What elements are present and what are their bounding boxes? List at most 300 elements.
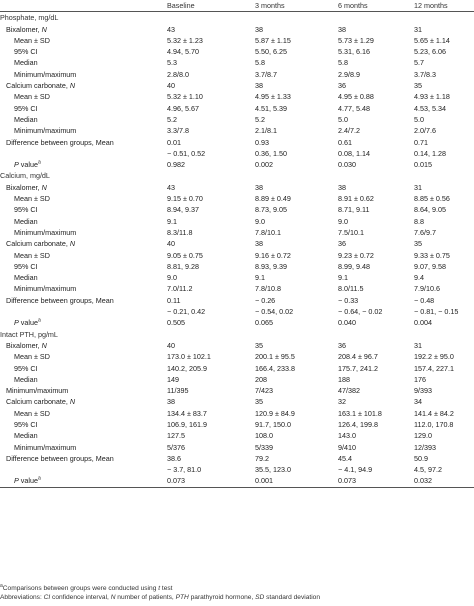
table-row — [0, 216, 474, 227]
cell-baseline: 134.4 ± 83.7 — [167, 408, 207, 418]
table-row — [0, 227, 474, 238]
row-label-text: Minimum/maximum — [14, 227, 77, 237]
row-label-text: Calcium carbonate, — [6, 81, 70, 91]
cell-12-months: 31 — [414, 24, 422, 34]
cell-12-months: 50.9 — [414, 453, 428, 463]
row-label-text: Median — [14, 273, 38, 283]
cell-3-months: 0.93 — [255, 137, 269, 147]
cell-12-months: 34 — [414, 397, 422, 407]
cell-3-months: 79.2 — [255, 453, 269, 463]
table-row — [0, 103, 474, 114]
row-label-text: Difference between groups, Mean — [6, 137, 114, 147]
cell-3-months: 38 — [255, 24, 263, 34]
row-label — [0, 227, 167, 238]
cell-baseline — [167, 12, 255, 24]
row-label-text: Mean ± SD — [14, 92, 50, 102]
table-row — [0, 317, 474, 328]
cell-3-months: 108.0 — [255, 431, 273, 441]
cell-12-months: 192.2 ± 95.0 — [414, 352, 454, 362]
table-row — [0, 283, 474, 294]
row-label-text: Calcium carbonate, — [6, 397, 70, 407]
row-label — [0, 204, 167, 215]
row-label-text: Difference between groups, Mean — [6, 453, 114, 463]
cell-12-months: 0.032 — [414, 475, 474, 487]
row-label-rest: value — [18, 160, 38, 170]
cell-12-months: 4.5, 97.2 — [414, 465, 442, 475]
cell-12-months: − 0.48 — [414, 295, 435, 305]
cell-12-months: 12/393 — [414, 442, 436, 452]
cell-baseline: 5.3 — [167, 58, 177, 68]
cell-baseline: 40 — [167, 239, 175, 249]
row-label — [0, 340, 167, 351]
cell-3-months: 35.5, 123.0 — [255, 465, 291, 475]
table-row — [0, 238, 474, 249]
section-header-row — [0, 12, 474, 24]
row-label — [0, 137, 167, 148]
footnote-a-end: test — [160, 585, 173, 592]
table-row — [0, 114, 474, 125]
row-label-text: Mean ± SD — [14, 250, 50, 260]
abbreviation-definition: standard deviation — [264, 594, 321, 602]
cell-12-months — [414, 170, 474, 181]
cell-baseline: 11/395 — [167, 386, 189, 396]
cell-baseline: 0.982 — [167, 160, 185, 170]
cell-3-months: 38 — [255, 182, 263, 192]
footnote-a — [0, 584, 474, 593]
cell-baseline: 8.3/11.8 — [167, 227, 193, 237]
cell-3-months: 5.2 — [255, 114, 265, 124]
abbreviation-term: PTH — [175, 594, 189, 602]
row-label — [0, 396, 167, 407]
cell-3-months — [255, 170, 338, 181]
table-row — [0, 46, 474, 57]
table-row — [0, 261, 474, 272]
table-row — [0, 148, 474, 159]
cell-12-months: 176 — [414, 374, 426, 384]
row-label-text: Mean ± SD — [14, 35, 50, 45]
cell-6-months: 47/382 — [338, 386, 360, 396]
cell-3-months: 0.065 — [255, 318, 273, 328]
cell-baseline: 0.11 — [167, 295, 181, 305]
header-cell-label — [0, 0, 167, 12]
cell-6-months: 188 — [338, 374, 350, 384]
cell-baseline: 38 — [167, 397, 175, 407]
cell-baseline: 106.9, 161.9 — [167, 419, 207, 429]
table-row — [0, 453, 474, 464]
cell-3-months: 166.4, 233.8 — [255, 363, 295, 373]
cell-12-months: 5.7 — [414, 58, 424, 68]
row-label — [0, 148, 167, 159]
row-label-text: Median — [14, 114, 38, 124]
cell-12-months: 9/393 — [414, 386, 432, 396]
cell-baseline: − 0.51, 0.52 — [167, 148, 206, 158]
table-row — [0, 250, 474, 261]
row-label-text: 95% CI — [14, 103, 38, 113]
table-row — [0, 35, 474, 46]
row-label — [0, 419, 167, 430]
cell-3-months: 7/423 — [255, 386, 273, 396]
row-label-rest: value — [18, 476, 38, 486]
table-row — [0, 396, 474, 407]
cell-6-months: 5.73 ± 1.29 — [338, 35, 374, 45]
cell-baseline — [167, 329, 255, 340]
cell-12-months: 141.4 ± 84.2 — [414, 408, 454, 418]
cell-baseline: 8.94, 9.37 — [167, 205, 199, 215]
cell-12-months: 4.53, 5.34 — [414, 103, 446, 113]
row-label-italic: N — [41, 24, 47, 34]
cell-3-months: 8.73, 9.05 — [255, 205, 287, 215]
table-row — [0, 464, 474, 475]
cell-12-months: 4.93 ± 1.18 — [414, 92, 450, 102]
row-label-text: Median — [14, 431, 38, 441]
row-label — [0, 193, 167, 204]
cell-6-months: 4.77, 5.48 — [338, 103, 370, 113]
row-label — [0, 57, 167, 68]
row-label-text: Calcium, mg/dL — [0, 171, 50, 181]
row-label — [0, 46, 167, 57]
cell-12-months — [414, 329, 474, 340]
cell-6-months: 208.4 ± 96.7 — [338, 352, 378, 362]
row-label-italic: N — [41, 182, 47, 192]
cell-3-months: 38 — [255, 81, 263, 91]
abbreviation-definition: parathyroid hormone, — [188, 594, 256, 602]
row-label-text: 95% CI — [14, 261, 38, 271]
cell-6-months: 36 — [338, 239, 346, 249]
cell-baseline: 5.32 ± 1.23 — [167, 35, 203, 45]
cell-12-months: 9.4 — [414, 273, 424, 283]
cell-6-months: 8.91 ± 0.62 — [338, 194, 374, 204]
cell-12-months: 8.85 ± 0.56 — [414, 194, 450, 204]
table-row — [0, 137, 474, 148]
table-row — [0, 91, 474, 102]
table-row — [0, 430, 474, 441]
row-label-text: Median — [14, 58, 38, 68]
cell-12-months: 35 — [414, 81, 422, 91]
cell-6-months: 45.4 — [338, 453, 352, 463]
cell-6-months: 38 — [338, 182, 346, 192]
row-label-italic: N — [69, 397, 76, 407]
cell-baseline: 5.2 — [167, 114, 177, 124]
table-row — [0, 125, 474, 136]
cell-baseline: 7.0/11.2 — [167, 284, 193, 294]
table-row — [0, 442, 474, 453]
row-label-text: Phosphate, mg/dL — [0, 13, 59, 23]
cell-3-months: 9.1 — [255, 273, 265, 283]
row-label — [0, 238, 167, 249]
footnote-marker: a — [0, 582, 3, 589]
abbreviations-label: Abbreviations: — [0, 594, 44, 602]
header-cell-6-months: 6 months — [338, 0, 414, 12]
table-row — [0, 363, 474, 374]
cell-3-months: 35 — [255, 340, 263, 350]
row-label — [0, 385, 167, 396]
cell-6-months: 5.8 — [338, 58, 348, 68]
cell-6-months: 36 — [338, 340, 346, 350]
row-label — [0, 363, 167, 374]
cell-baseline: 173.0 ± 102.1 — [167, 352, 211, 362]
row-label-text: Calcium carbonate, — [6, 239, 70, 249]
row-label-text: 95% CI — [14, 419, 38, 429]
abbreviation-term: CI — [43, 594, 51, 602]
cell-3-months: 35 — [255, 397, 263, 407]
cell-12-months: 7.6/9.7 — [414, 227, 436, 237]
cell-12-months: 8.64, 9.05 — [414, 205, 446, 215]
abbreviation-term: SD — [255, 594, 265, 602]
cell-3-months: 0.002 — [255, 160, 273, 170]
cell-3-months: − 0.26 — [255, 295, 276, 305]
table-row — [0, 80, 474, 91]
table-row — [0, 159, 474, 170]
cell-12-months: 31 — [414, 182, 422, 192]
cell-baseline: 5.32 ± 1.10 — [167, 92, 203, 102]
cell-baseline: 40 — [167, 81, 175, 91]
cell-12-months: 8.8 — [414, 216, 424, 226]
cell-baseline: 40 — [167, 340, 175, 350]
row-label-footnote-marker: a — [37, 476, 41, 483]
row-label — [0, 159, 167, 170]
cell-3-months: 9.16 ± 0.72 — [255, 250, 291, 260]
row-label-text: Mean ± SD — [14, 408, 50, 418]
row-label-text: Bixalomer, — [6, 24, 42, 34]
table-row — [0, 193, 474, 204]
cell-baseline: 9.1 — [167, 216, 177, 226]
cell-6-months: 9.0 — [338, 216, 348, 226]
cell-baseline: 140.2, 205.9 — [167, 363, 207, 373]
row-label — [0, 24, 167, 35]
row-label-text: Bixalomer, — [6, 182, 42, 192]
row-label-text: Minimum/maximum — [6, 386, 69, 396]
table-row — [0, 182, 474, 193]
table-row — [0, 204, 474, 215]
cell-3-months: 0.001 — [255, 475, 338, 487]
table-row — [0, 385, 474, 396]
row-label-italic: N — [41, 340, 47, 350]
cell-12-months: 9.33 ± 0.75 — [414, 250, 450, 260]
cell-baseline: 43 — [167, 24, 175, 34]
cell-3-months: 3.7/8.7 — [255, 69, 277, 79]
header-cell-12-months: 12 months — [414, 0, 474, 12]
cell-6-months: 7.5/10.1 — [338, 227, 364, 237]
table-row — [0, 306, 474, 317]
row-label-text: Minimum/maximum — [14, 69, 77, 79]
row-label-italic: P — [14, 476, 19, 486]
cell-12-months: 9.07, 9.58 — [414, 261, 446, 271]
cell-12-months: 2.0/7.6 — [414, 126, 436, 136]
header-cell-3-months: 3 months — [255, 0, 338, 12]
row-label — [0, 250, 167, 261]
cell-12-months: 31 — [414, 340, 422, 350]
cell-6-months — [338, 170, 414, 181]
cell-6-months: 8.71, 9.11 — [338, 205, 370, 215]
cell-12-months: 0.015 — [414, 160, 432, 170]
table-row — [0, 374, 474, 385]
table-row — [0, 295, 474, 306]
cell-12-months — [414, 12, 474, 24]
cell-12-months: 5.23, 6.06 — [414, 47, 446, 57]
cell-12-months: 35 — [414, 239, 422, 249]
cell-3-months — [255, 329, 338, 340]
cell-baseline: 3.3/7.8 — [167, 126, 189, 136]
row-label — [0, 295, 167, 306]
cell-6-months: 5.31, 6.16 — [338, 47, 370, 57]
cell-3-months: 5.8 — [255, 58, 265, 68]
row-label — [0, 103, 167, 114]
cell-baseline: 2.8/8.0 — [167, 69, 189, 79]
footnote-abbreviations — [0, 593, 474, 602]
row-label — [0, 306, 167, 317]
cell-3-months: 7.8/10.1 — [255, 227, 281, 237]
cell-baseline: 9.0 — [167, 273, 177, 283]
cell-3-months: 4.51, 5.39 — [255, 103, 287, 113]
table-row — [0, 419, 474, 430]
row-label-text: 95% CI — [14, 205, 38, 215]
cell-6-months: 5.0 — [338, 114, 348, 124]
cell-12-months: 3.7/8.3 — [414, 69, 436, 79]
cell-6-months: 143.0 — [338, 431, 356, 441]
cell-6-months: 2.9/8.9 — [338, 69, 360, 79]
row-label — [0, 261, 167, 272]
header-cell-baseline: Baseline — [167, 0, 255, 12]
cell-baseline: 0.01 — [167, 137, 181, 147]
row-label — [0, 272, 167, 283]
cell-baseline — [167, 170, 255, 181]
row-label — [0, 35, 167, 46]
cell-6-months: − 0.33 — [338, 295, 359, 305]
row-label-italic: P — [14, 318, 19, 328]
cell-6-months: 0.61 — [338, 137, 352, 147]
cell-3-months: 0.36, 1.50 — [255, 148, 287, 158]
cell-3-months: 8.93, 9.39 — [255, 261, 287, 271]
cell-6-months: 0.08, 1.14 — [338, 148, 370, 158]
row-label-text: Minimum/maximum — [14, 442, 77, 452]
footnote-a-italic: t — [158, 585, 161, 592]
cell-6-months: 0.073 — [338, 475, 414, 487]
row-label — [0, 408, 167, 419]
section-header-row — [0, 329, 474, 340]
cell-baseline: 127.5 — [167, 431, 185, 441]
row-label-italic: N — [69, 239, 76, 249]
cell-12-months: 0.004 — [414, 318, 432, 328]
cell-3-months: 5.87 ± 1.15 — [255, 35, 291, 45]
row-label-text: Mean ± SD — [14, 352, 50, 362]
cell-6-months: 36 — [338, 81, 346, 91]
row-label-rest: value — [18, 318, 38, 328]
cell-3-months: − 0.54, 0.02 — [255, 307, 294, 317]
row-label-text: Median — [14, 216, 38, 226]
row-label-footnote-marker: a — [37, 159, 41, 166]
cell-6-months: 9.23 ± 0.72 — [338, 250, 374, 260]
cell-baseline: 0.073 — [167, 475, 255, 487]
cell-baseline: 8.81, 9.28 — [167, 261, 199, 271]
cell-12-months: 112.0, 170.8 — [414, 419, 454, 429]
row-label-footnote-marker: a — [37, 317, 41, 324]
cell-3-months: 7.8/10.8 — [255, 284, 281, 294]
section-header-row — [0, 170, 474, 181]
row-label-italic: N — [69, 81, 76, 91]
row-label — [0, 283, 167, 294]
cell-12-months: 0.14, 1.28 — [414, 148, 446, 158]
cell-baseline: 38.6 — [167, 453, 181, 463]
cell-6-months: 9.1 — [338, 273, 348, 283]
table-row — [0, 69, 474, 80]
cell-3-months: 9.0 — [255, 216, 265, 226]
row-label — [0, 475, 167, 487]
cell-3-months: 4.95 ± 1.33 — [255, 92, 291, 102]
cell-6-months: 126.4, 199.8 — [338, 419, 378, 429]
cell-6-months: 0.030 — [338, 160, 356, 170]
row-label-text: Difference between groups, Mean — [6, 295, 114, 305]
cell-3-months: 200.1 ± 95.5 — [255, 352, 295, 362]
table-row — [0, 351, 474, 362]
cell-6-months: 38 — [338, 24, 346, 34]
cell-baseline: − 3.7, 81.0 — [167, 465, 202, 475]
cell-6-months: − 4.1, 94.9 — [338, 465, 373, 475]
row-label-text: Mean ± SD — [14, 194, 50, 204]
cell-12-months: 157.4, 227.1 — [414, 363, 454, 373]
row-label-text: Intact PTH, pg/mL — [0, 329, 58, 339]
table-row — [0, 272, 474, 283]
table-row — [0, 408, 474, 419]
cell-baseline: 5/376 — [167, 442, 185, 452]
cell-6-months: 0.040 — [338, 318, 356, 328]
cell-3-months: 208 — [255, 374, 267, 384]
cell-3-months: 5.50, 6.25 — [255, 47, 287, 57]
row-label-text: Minimum/maximum — [14, 126, 77, 136]
cell-baseline: 149 — [167, 374, 179, 384]
row-label-text: Minimum/maximum — [14, 284, 77, 294]
cell-6-months — [338, 12, 414, 24]
row-label — [0, 12, 167, 24]
table-body — [0, 12, 474, 487]
row-label — [0, 182, 167, 193]
row-label — [0, 329, 167, 340]
row-label — [0, 317, 167, 328]
row-label — [0, 80, 167, 91]
row-label-italic: P — [14, 160, 19, 170]
row-label — [0, 69, 167, 80]
row-label — [0, 374, 167, 385]
row-label — [0, 170, 167, 181]
cell-3-months: 8.89 ± 0.49 — [255, 194, 291, 204]
table-row — [0, 475, 474, 487]
cell-12-months: 5.65 ± 1.14 — [414, 35, 450, 45]
cell-3-months: 5/339 — [255, 442, 273, 452]
abbreviation-term: N — [110, 594, 116, 602]
cell-6-months: 4.95 ± 0.88 — [338, 92, 374, 102]
cell-6-months — [338, 329, 414, 340]
header-row — [0, 0, 474, 12]
row-label — [0, 442, 167, 453]
row-label — [0, 91, 167, 102]
cell-baseline: 9.15 ± 0.70 — [167, 194, 203, 204]
footnotes — [0, 584, 474, 602]
cell-12-months: 7.9/10.6 — [414, 284, 440, 294]
cell-baseline: − 0.21, 0.42 — [167, 307, 206, 317]
row-label-text: 95% CI — [14, 47, 38, 57]
row-label-text: Bixalomer, — [6, 340, 42, 350]
row-label — [0, 453, 167, 464]
table-row — [0, 24, 474, 35]
cell-3-months — [255, 12, 338, 24]
row-label — [0, 114, 167, 125]
abbreviation-definition: number of patients, — [115, 594, 176, 602]
cell-baseline: 0.505 — [167, 318, 185, 328]
row-label — [0, 430, 167, 441]
row-label-text: Median — [14, 374, 38, 384]
cell-6-months: 2.4/7.2 — [338, 126, 360, 136]
cell-6-months: 8.99, 9.48 — [338, 261, 370, 271]
cell-6-months: 175.7, 241.2 — [338, 363, 378, 373]
